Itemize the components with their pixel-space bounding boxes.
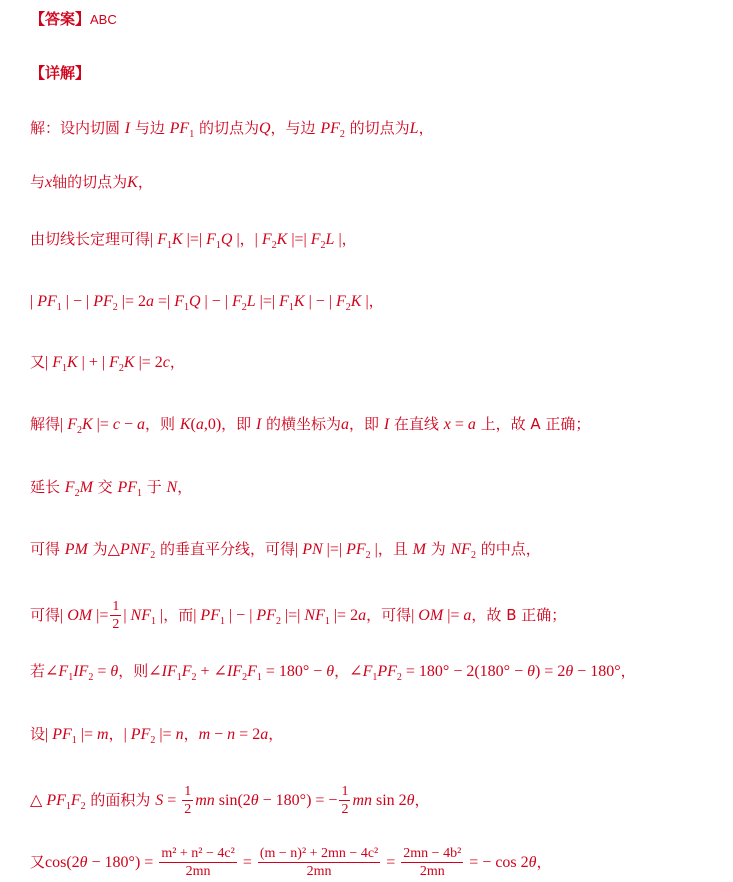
math-variable: $PF_1$ (46, 792, 71, 813)
math-variable: $NF_1$ (304, 607, 330, 628)
math-variable: I (255, 416, 262, 433)
math-variable: $F_2$ (67, 416, 82, 437)
math-variable: $IF_2$ (226, 663, 248, 684)
subscript: 1 (62, 363, 67, 375)
answer-line (30, 8, 117, 31)
subscript: 2 (150, 550, 156, 562)
math-variable: a (341, 416, 350, 433)
math-symbol: = (382, 854, 400, 871)
math-symbol: △ (30, 792, 47, 809)
text-run: ， (341, 230, 357, 248)
math-symbol: | (232, 231, 240, 248)
math-variable: $F_1$ (279, 293, 294, 314)
numerator: (m − n)² + 2mn − 4c² (259, 846, 379, 861)
math-symbol: | (254, 231, 262, 248)
math-variable: θ (528, 854, 537, 871)
math-variable: $PF_2$ (346, 541, 371, 562)
math-variable: θ (565, 663, 574, 680)
math-variable: S (155, 792, 164, 809)
math-variable: n (227, 726, 236, 743)
math-symbol: | (30, 293, 38, 310)
text-run: 轴的切点为 (52, 173, 128, 191)
math-variable: $F_1$ (157, 231, 172, 252)
subscript: 2 (191, 672, 197, 684)
math-symbol: |= (92, 416, 113, 433)
math-symbol: | (60, 607, 68, 624)
math-variable: θ (406, 792, 415, 809)
math-symbol: = 180° − 2(180° − (401, 663, 528, 680)
subscript: 2 (150, 735, 156, 747)
math-symbol: | + | (77, 354, 110, 371)
text-run: 为 (425, 540, 451, 558)
math-symbol: | − | (304, 293, 336, 310)
subscript: 2 (470, 550, 476, 562)
subscript: 1 (215, 240, 221, 252)
math-variable: N (166, 479, 178, 496)
text-run: 于 (141, 478, 167, 496)
text-run: 交 (92, 478, 118, 496)
math-symbol: =| (153, 293, 175, 310)
math-symbol: − (210, 726, 228, 743)
math-variable: $F_1$ (206, 231, 221, 252)
solution-line (30, 476, 192, 505)
math-variable: K (82, 416, 93, 433)
solution-line (30, 723, 283, 752)
math-variable: n (175, 726, 184, 743)
denominator: 2mn (306, 864, 332, 879)
math-symbol: − 180°) = − (258, 792, 338, 809)
math-variable: c (112, 416, 121, 433)
math-variable: K (179, 416, 191, 433)
text-run: ，即 (349, 415, 384, 433)
text-run: 解得 (30, 415, 61, 433)
math-symbol: |=| (280, 607, 305, 624)
math-symbol: | (411, 607, 419, 624)
denominator: 2 (112, 617, 120, 632)
math-variable: $PF_1$ (200, 607, 225, 628)
math-variable: $PF_2$ (377, 663, 402, 684)
detail-heading: 【详解】 (30, 64, 91, 82)
math-variable: mn (352, 792, 372, 809)
subscript: 1 (288, 302, 294, 314)
math-variable: K (350, 293, 362, 310)
math-symbol: |=| (287, 231, 311, 248)
subscript: 1 (68, 672, 74, 684)
math-symbol: − 180° (573, 663, 621, 680)
fraction (258, 845, 380, 880)
math-symbol: | (334, 231, 342, 248)
text-run: ， (108, 725, 124, 743)
math-variable: $F_1$ (362, 663, 378, 684)
text-run: ， (418, 119, 434, 137)
math-variable: $F_2$ (70, 792, 86, 813)
math-symbol: = (93, 663, 111, 680)
math-variable: a (358, 607, 367, 624)
math-variable: θ (326, 663, 335, 680)
math-symbol: = 180° − (261, 663, 327, 680)
text-run: ，而 (163, 606, 194, 624)
math-variable: $F_2$ (64, 479, 80, 500)
subscript: 1 (219, 616, 225, 628)
math-symbol: | (45, 354, 53, 371)
fraction (401, 845, 463, 880)
math-symbol: |= 2 (117, 293, 146, 310)
subscript: 2 (112, 302, 118, 314)
math-variable: L (409, 120, 419, 137)
denominator: 2mn (185, 864, 211, 879)
answer-tag: 【答案】 (30, 10, 91, 28)
math-variable: $F_2$ (310, 231, 326, 252)
solution-line (30, 845, 552, 880)
subscript: 2 (396, 672, 402, 684)
solution-line (30, 171, 153, 194)
math-symbol: | − | (61, 293, 94, 310)
text-run: 的垂直平分线，可得 (155, 540, 295, 558)
text-run: ， (334, 662, 350, 680)
math-variable: $F_1$ (52, 354, 67, 375)
math-variable: Q (188, 293, 201, 310)
math-variable: $PF_1$ (117, 479, 142, 500)
text-run: 在直线 (389, 415, 444, 433)
math-symbol: |=| (322, 541, 347, 558)
text-run: ，则 (118, 662, 149, 680)
numerator: 2mn − 4b² (403, 846, 462, 861)
text-run: 设 (30, 725, 46, 743)
math-variable: a (260, 726, 269, 743)
math-variable: PM (64, 541, 88, 558)
solution-line (30, 351, 185, 380)
text-run: ， (268, 725, 284, 743)
math-variable: $PF_2$ (130, 726, 156, 747)
text-run: 由切线长定理可得 (30, 230, 151, 248)
subscript: 2 (88, 672, 94, 684)
subscript: 1 (136, 488, 142, 500)
text-run: 的横坐标为 (261, 415, 342, 433)
math-symbol: | (294, 541, 303, 558)
text-run: 若 (30, 662, 46, 680)
subscript: 1 (151, 616, 156, 628)
math-variable: $PF_1$ (169, 120, 195, 141)
math-symbol: | (123, 726, 131, 743)
math-symbol: △ (107, 541, 120, 558)
math-variable: θ (79, 854, 88, 871)
math-symbol: ∠ (148, 663, 162, 680)
math-symbol: cos(2 (45, 854, 80, 871)
math-variable: m (198, 726, 211, 743)
text-run: 与 (30, 173, 46, 191)
answer-value: ABC (90, 12, 117, 27)
math-symbol: sin(2 (214, 792, 251, 809)
denominator: 2mn (419, 864, 445, 879)
subscript: 1 (65, 801, 71, 813)
math-variable: $F_2$ (109, 354, 124, 375)
math-variable: K (172, 231, 183, 248)
numerator: m² + n² − 4c² (161, 846, 235, 861)
math-variable: $NF_1$ (130, 607, 156, 628)
math-variable: L (325, 231, 335, 248)
text-run: ， (239, 230, 255, 248)
math-variable: $F_1$ (174, 293, 189, 314)
math-symbol: = 2 (235, 726, 261, 743)
math-variable: θ (110, 663, 119, 680)
math-variable: a (467, 416, 476, 433)
subscript: 2 (339, 129, 345, 141)
math-symbol: = (450, 416, 468, 433)
math-variable: M (412, 541, 426, 558)
subscript: 2 (74, 488, 80, 500)
subscript: 2 (80, 801, 86, 813)
subscript: 2 (242, 672, 248, 684)
math-symbol: |= 2 (329, 607, 359, 624)
solution-line (30, 660, 636, 689)
text-run: 的面积为 (85, 791, 156, 809)
subscript: 1 (324, 616, 330, 628)
subscript: 2 (271, 240, 277, 252)
math-symbol: ∠ (45, 663, 59, 680)
subscript: 2 (345, 302, 351, 314)
denominator: 2 (341, 802, 349, 817)
math-variable: x (443, 416, 451, 433)
subscript: 1 (372, 672, 378, 684)
solution-line (30, 783, 430, 818)
math-variable: m (97, 726, 109, 743)
subscript: 2 (275, 616, 281, 628)
math-symbol: | (45, 726, 53, 743)
math-variable: $F_2$ (261, 231, 277, 252)
math-variable: I (383, 416, 390, 433)
solution-line (30, 413, 590, 442)
math-variable: $NF_2$ (450, 541, 476, 562)
math-variable: a (145, 293, 154, 310)
text-run: ， (368, 292, 384, 310)
math-variable: $PF_2$ (93, 293, 118, 314)
text-run: ， (620, 662, 636, 680)
solution-line (30, 598, 566, 633)
math-variable: $PF_1$ (37, 293, 62, 314)
math-variable: $PNF_2$ (119, 541, 156, 562)
text-run: 与边 (130, 119, 170, 137)
math-variable: Q (258, 120, 271, 137)
math-variable: I (124, 120, 131, 137)
math-symbol: |= (92, 607, 109, 624)
subscript: 2 (320, 240, 326, 252)
text-run: ，可得 (366, 606, 412, 624)
math-symbol: = (163, 792, 181, 809)
numerator: 1 (341, 784, 349, 799)
math-variable: a (137, 416, 146, 433)
subscript: 1 (183, 302, 189, 314)
math-variable: PN (302, 541, 323, 558)
subscript: 2 (241, 302, 247, 314)
math-symbol: + ∠ (196, 663, 227, 680)
math-symbol: |=| (182, 231, 207, 248)
numerator: 1 (112, 599, 120, 614)
math-variable: K (123, 354, 135, 371)
fraction (182, 783, 193, 818)
math-symbol: ,0) (203, 416, 222, 433)
text-run: 解：设内切圆 (30, 119, 125, 137)
text-run: 又 (30, 353, 46, 371)
fraction (159, 845, 237, 880)
math-variable: $IF_2$ (73, 663, 94, 684)
math-variable: $F_2$ (231, 293, 247, 314)
math-variable: K (127, 174, 138, 191)
solution-line (30, 228, 357, 257)
text-run: ，即 (221, 415, 256, 433)
text-run: ，与边 (270, 119, 321, 137)
text-run: 延长 (30, 478, 65, 496)
math-symbol: | (60, 416, 68, 433)
math-symbol: |= (155, 726, 176, 743)
text-run: 的中点， (475, 540, 541, 558)
math-variable: K (67, 354, 78, 371)
math-symbol: − (120, 416, 138, 433)
math-symbol: | (156, 607, 164, 624)
subscript: 1 (56, 302, 62, 314)
math-symbol: ∠ (349, 663, 363, 680)
math-variable: $F_1$ (58, 663, 74, 684)
math-symbol: | − | (200, 293, 232, 310)
math-symbol: = (238, 854, 256, 871)
math-variable: K (293, 293, 305, 310)
math-variable: OM (418, 607, 444, 624)
text-run: ， (536, 853, 552, 871)
subscript: 2 (118, 363, 124, 375)
math-variable: a (195, 416, 204, 433)
math-variable: c (162, 354, 170, 371)
text-run: ， (183, 725, 199, 743)
math-symbol: | (150, 231, 158, 248)
subscript: 1 (71, 735, 77, 747)
math-symbol: |=| (255, 293, 280, 310)
denominator: 2 (184, 802, 192, 817)
math-variable: K (276, 231, 288, 248)
subscript: 1 (167, 240, 172, 252)
math-variable: $F_2$ (181, 663, 197, 684)
solution-line (30, 538, 541, 567)
math-symbol: − 180°) = (87, 854, 158, 871)
math-symbol: = − cos 2 (465, 854, 529, 871)
math-symbol: |= 2 (134, 354, 163, 371)
math-variable: $PF_2$ (256, 607, 281, 628)
math-variable: L (246, 293, 256, 310)
text-run: 的切点为 (194, 119, 259, 137)
text-run: ，故 B 正确； (471, 606, 567, 624)
text-run: 又 (30, 853, 46, 871)
math-symbol: | (361, 293, 369, 310)
math-symbol: | − | (224, 607, 257, 624)
text-run: ， (137, 173, 153, 191)
math-variable: θ (250, 792, 259, 809)
math-symbol: |= (443, 607, 464, 624)
math-variable: $F_2$ (336, 293, 351, 314)
solution-line (30, 290, 384, 319)
math-symbol: |= (76, 726, 97, 743)
math-variable: θ (527, 663, 535, 680)
fraction (110, 598, 121, 633)
numerator: 1 (184, 784, 192, 799)
text-run: 可得 (30, 606, 61, 624)
math-symbol: | (193, 607, 201, 624)
text-run: 上，故 A 正确； (475, 415, 591, 433)
math-variable: $IF_1$ (161, 663, 182, 684)
fraction (339, 783, 350, 818)
text-run: ， (177, 478, 193, 496)
text-run: ，且 (377, 540, 413, 558)
subscript: 2 (365, 550, 371, 562)
text-run: ， (414, 791, 430, 809)
text-run: 的切点为 (344, 119, 410, 137)
math-variable: M (79, 479, 93, 496)
math-variable: OM (67, 607, 93, 624)
math-symbol: sin 2 (372, 792, 407, 809)
subscript: 2 (77, 425, 82, 437)
math-symbol: | (370, 541, 378, 558)
text-run: ，则 (145, 415, 180, 433)
text-run: 为 (87, 540, 108, 558)
math-variable: mn (195, 792, 215, 809)
math-variable: a (463, 607, 472, 624)
math-variable: x (45, 174, 53, 191)
math-variable: $F_1$ (247, 663, 262, 684)
math-variable: $PF_1$ (52, 726, 77, 747)
subscript: 1 (256, 672, 262, 684)
math-symbol: | (123, 607, 131, 624)
subscript: 1 (189, 129, 195, 141)
math-variable: Q (220, 231, 233, 248)
subscript: 1 (176, 672, 182, 684)
text-run: ， (169, 353, 185, 371)
text-run: 可得 (30, 540, 65, 558)
math-symbol: ( (190, 416, 196, 433)
math-variable: $PF_2$ (320, 120, 345, 141)
math-symbol: ) = 2 (534, 663, 566, 680)
solution-line (30, 117, 434, 146)
